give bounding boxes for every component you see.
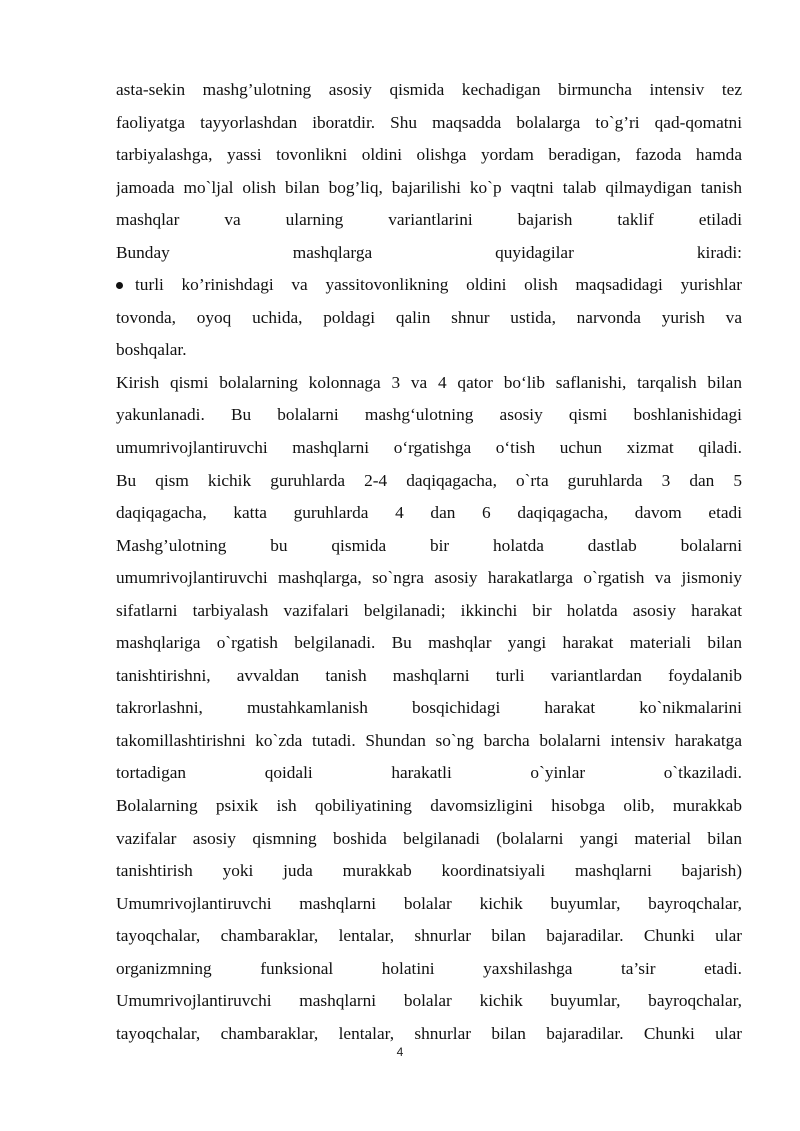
text-line: Kirish qismi bolalarning kolonnaga 3 va 4 qator bo‘lib saflanishi, tarqalish bilan (116, 372, 742, 392)
text-line: asta-sekin mashg’ulotning asosiy qismida kechadigan birmuncha intensiv tez (116, 80, 742, 99)
text-line: umumrivojlantiruvchi mashqlarni o‘rgatishga o‘tish uchun xizmat qiladi. (116, 438, 742, 458)
bullet-text: turli ko’rinishdagi va yassitovonlikning oldini olish maqsadidagi yurishlar (135, 275, 742, 295)
text-line: tortadigan qoidali harakatli o`yinlar o`tkaziladi. (116, 763, 742, 783)
bullet-icon (116, 282, 123, 289)
text-line: Umumrivojlantiruvchi mashqlarni bolalar kichik buyumlar, bayroqchalar, (116, 893, 742, 913)
text-line: daqiqagacha, katta guruhlarda 4 dan 6 daqiqagacha, davom etadi (116, 503, 742, 523)
text-line: tanishtirish yoki juda murakkab koordinatsiyali mashqlarni bajarish) (116, 861, 742, 881)
text-line: yakunlanadi. Bu bolalarni mashg‘ulotning asosiy qismi boshlanishidagi (116, 405, 742, 425)
bullet-item (116, 269, 742, 302)
text-line: Umumrivojlantiruvchi mashqlarni bolalar kichik buyumlar, bayroqchalar, (116, 991, 742, 1011)
text-line: mashqlariga o`rgatish belgilanadi. Bu mashqlar yangi harakat materiali bilan (116, 633, 742, 653)
body-text (116, 74, 742, 1050)
text-line: tanishtirishni, avvaldan tanish mashqlarni turli variantlardan foydalanib (116, 665, 742, 685)
text-line: sifatlarni tarbiyalash vazifalari belgilanadi; ikkinchi bir holatda asosiy harakat (116, 600, 742, 620)
text-line: boshqalar. (116, 340, 187, 360)
text-line: Bolalarning psixik ish qobiliyatining davomsizligini hisobga olib, murakkab (116, 796, 742, 816)
text-line: tarbiyalashga, yassi tovonlikni oldini olishga yordam beradigan, fazoda hamda (116, 145, 742, 165)
page-number: 4 (396, 1045, 404, 1059)
text-line: tayoqchalar, chambaraklar, lentalar, shnurlar bilan bajaradilar. Chunki ular (116, 1023, 742, 1043)
text-line: mashqlar va ularning variantlarini bajarish taklif etiladi (116, 210, 742, 230)
text-line: umumrivojlantiruvchi mashqlarga, so`ngra asosiy harakatlarga o`rgatish va jismoniy (116, 568, 742, 588)
text-line: vazifalar asosiy qismning boshida belgilanadi (bolalarni yangi material bilan (116, 828, 742, 848)
text-line: takomillashtirishni ko`zda tutadi. Shundan so`ng barcha bolalarni intensiv harakatga (116, 730, 742, 750)
text-line: tayoqchalar, chambaraklar, lentalar, shnurlar bilan bajaradilar. Chunki ular (116, 926, 742, 946)
text-line: jamoada mo`ljal olish bilan bog’liq, bajarilishi ko`p vaqtni talab qilmaydigan tanish (116, 177, 742, 197)
text-line: Mashg’ulotning bu qismida bir holatda dastlab bolalarni (116, 535, 742, 555)
text-line: organizmning funksional holatini yaxshilashga ta’sir etadi. (116, 958, 742, 978)
text-line: faoliyatga tayyorlashdan iboratdir. Shu maqsadda bolalarga to`g’ri qad-qomatni (116, 112, 742, 132)
text-line: Bunday mashqlarga quyidagilar kiradi: (116, 242, 742, 262)
text-line: takrorlashni, mustahkamlanish bosqichidagi harakat ko`nikmalarini (116, 698, 742, 718)
text-line: tovonda, oyoq uchida, poldagi qalin shnur ustida, narvonda yurish va (116, 307, 742, 327)
text-line: Bu qism kichik guruhlarda 2-4 daqiqagacha, o`rta guruhlarda 3 dan 5 (116, 470, 742, 490)
